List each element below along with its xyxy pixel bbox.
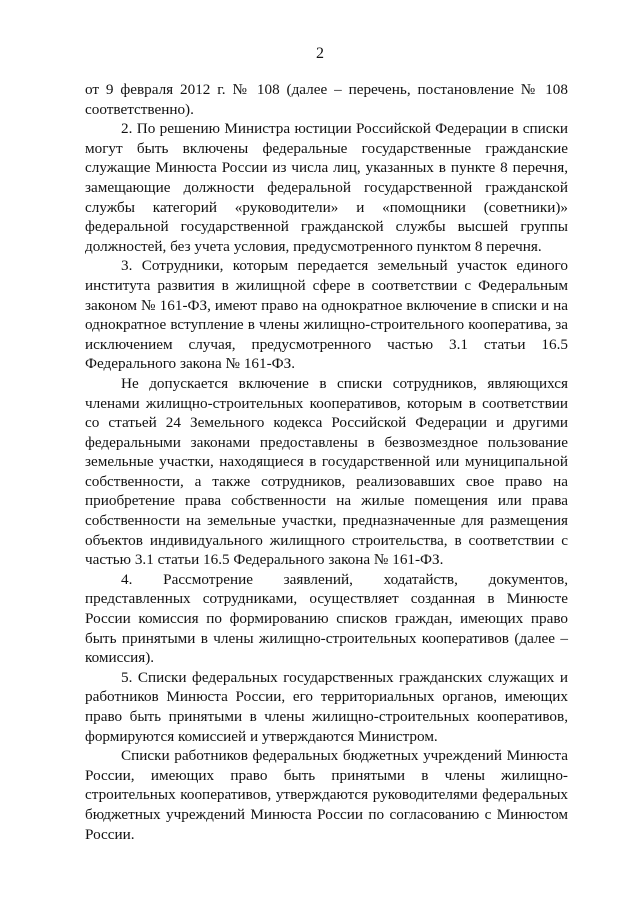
paragraph-continuation: от 9 февраля 2012 г. № 108 (далее – перечень, постановление № 108 соответственно). [85, 81, 568, 118]
paragraph-item-2: 2. По решению Министра юстиции Российской Федерации в списки могут быть включены федеральные государственные гражданские служащие Минюста России из числа лиц, указанных в пункте 8 перечня, замещающие должности федеральной государственной гражданской службы категорий «руководители» и «помощники (советники)» федеральной государственной гражданской службы высшей группы должностей, без учета условия, предусмотренного пунктом 8 перечня. [85, 120, 568, 255]
paragraph-budget-lists: Списки работников федеральных бюджетных учреждений Минюста России, имеющих право быть принятыми в члены жилищно-строительных кооперативов, утверждаются руководителями федеральных бюджетных учреждений Минюста России по согласованию с Минюстом России. [85, 747, 568, 843]
page-number: 2 [316, 45, 324, 62]
paragraph-item-4: 4. Рассмотрение заявлений, ходатайств, документов, представленных сотрудниками, осуществляет созданная в Минюсте России комиссия по формированию списков граждан, имеющих право быть принятыми в члены жилищно-строительных кооперативов (далее – комиссия). [85, 570, 568, 667]
paragraph-item-5: 5. Списки федеральных государственных гражданских служащих и работников Минюста России, его территориальных органов, имеющих право быть принятыми в члены жилищно-строительных кооперативов, формируются комиссией и утверждаются Министром. [85, 668, 568, 745]
paragraph-exclusion: Не допускается включение в списки сотрудников, являющихся членами жилищно-строительных кооперативов, которым в соответствии со статьей 24 Земельного кодекса Российской Федерации и другими федеральными законами предоставлены в безвозмездное пользование земельные участки, находящиеся в государственной или муниципальной собственности, а также сотрудников, реализовавших свое право на приобретение права собственности на жилые помещения или права собственности на земельные участки, предназначенные для размещения объектов индивидуального жилищного строительства, в соответствии с частью 3.1 статьи 16.5 Федерального закона № 161-ФЗ. [85, 374, 568, 569]
paragraph-item-3: 3. Сотрудники, которым передается земельный участок единого института развития в жилищной сфере в соответствии с Федеральным законом № 161-ФЗ, имеют право на однократное включение в списки и на однократное вступление в члены жилищно-строительного кооператива, за исключением случая, предусмотренного частью 3.1 статьи 16.5 Федерального закона № 161-ФЗ. [85, 257, 568, 373]
document-body [85, 80, 568, 844]
